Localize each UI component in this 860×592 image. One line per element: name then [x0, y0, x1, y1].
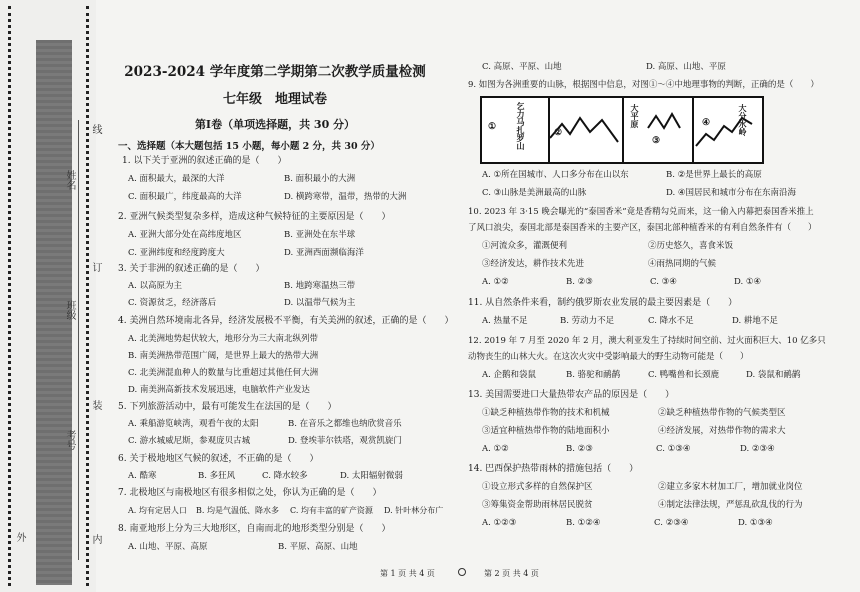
q14-option-a: A. ①②③ — [482, 518, 517, 528]
map-panel-2 — [548, 98, 624, 162]
q10-item-4: ④雨热同期的气候 — [648, 259, 717, 269]
q11-option-c: C. 降水不足 — [648, 316, 694, 326]
field-line — [78, 120, 79, 560]
q13-item-3: ③适宜种植热带作物的陆地面积小 — [482, 426, 610, 436]
map-panel-3 — [622, 98, 694, 162]
binding-strip — [0, 0, 101, 592]
question-2: 2. 亚洲气候类型复杂多样，造成这种气候特征的主要原因是（ ） — [118, 212, 391, 222]
map-label-3: ③ — [652, 136, 661, 146]
q13-option-b: B. ②③ — [566, 444, 593, 454]
question-9: 9. 如图为各洲重要的山脉，根据图中信息，对图①～④中地理事物的判断，正确的是（ ） — [468, 80, 819, 90]
q2-option-a: A. 亚洲大部分处在高纬度地区 — [128, 230, 242, 240]
field-name-label: 姓名 — [64, 170, 75, 190]
part-title: 第Ⅰ卷（单项选择题，共 30 分） — [194, 118, 356, 131]
q7-option-c: C. 均有丰富的矿产资源 — [290, 506, 373, 515]
q3-option-a: A. 以高原为主 — [128, 281, 183, 291]
map-label-kilimanjaro: 乞力马扎罗山 — [516, 102, 526, 150]
q8-option-a: A. 山地、平原、高原 — [128, 542, 208, 552]
map-label-great-plains: 大平原 — [630, 104, 640, 128]
map-panel-1 — [482, 98, 550, 162]
right-page-footer: 第 2 页 共 4 页 — [484, 569, 539, 578]
q1-option-a: A. 面积最大，最深的大洋 — [128, 174, 225, 184]
q11-option-b: B. 劳动力不足 — [560, 316, 615, 326]
map-label-2: ② — [554, 128, 563, 138]
binding-label-bind: 装 — [90, 400, 101, 410]
q4-option-a: A. 北美洲地势起伏较大，地形分为三大南北纵列带 — [128, 334, 319, 344]
q2-option-c: C. 亚洲纬度和经度跨度大 — [128, 248, 225, 258]
q4-option-c: C. 北美洲混血种人的数量与比重超过其他任何大洲 — [128, 368, 319, 378]
binding-label-outer: 外 — [14, 532, 25, 542]
question-11: 11. 从自然条件来看，制约俄罗斯农业发展的最主要因素是（ ） — [468, 298, 738, 308]
q3-option-b: B. 地跨寒温热三带 — [284, 281, 356, 291]
q13-item-1: ①缺乏种植热带作物的技术和机械 — [482, 408, 610, 418]
q14-item-3: ③筹集资金帮助雨林居民脱贫 — [482, 500, 593, 510]
q1-option-d: D. 横跨寒带，温带，热带的大洲 — [284, 192, 407, 202]
map-label-great-dividing-range: 大分水岭 — [738, 104, 748, 136]
q6-option-a: A. 酷寒 — [128, 471, 157, 481]
q10-item-2: ②历史悠久，喜食米饭 — [648, 241, 734, 251]
q8-option-d: D. 高原、山地、平原 — [646, 62, 726, 72]
question-5: 5. 下列旅游活动中，最有可能发生在法国的是（ ） — [118, 402, 337, 412]
q7-option-a: A. 均有定居人口 — [128, 506, 187, 515]
q9-option-b: B. ②是世界上最长的高原 — [666, 170, 762, 180]
q3-option-c: C. 资源贫乏，经济落后 — [128, 298, 217, 308]
q14-item-4: ④制定法律法规，严惩乱砍乱伐的行为 — [658, 500, 803, 510]
q12-option-b: B. 骆驼和鸸鹋 — [566, 370, 621, 380]
question-12-cont: 动物丧生的山林大火。在这次火灾中受影响最大的野生动物可能是（ ） — [468, 352, 749, 362]
q7-option-b: B. 均是气温低、降水多 — [196, 506, 279, 515]
q9-option-a: A. ①所在国城市、人口多分布在山以东 — [482, 170, 629, 180]
q5-option-b: B. 在音乐之都维也纳欣赏音乐 — [288, 419, 402, 429]
q14-item-2: ②建立多家木材加工厂，增加就业岗位 — [658, 482, 803, 492]
q8-option-c: C. 高原、平原、山地 — [482, 62, 562, 72]
q9-option-c: C. ③山脉是美洲最高的山脉 — [482, 188, 587, 198]
q10-item-1: ①河流众多，灌溉便利 — [482, 241, 568, 251]
q12-option-c: C. 鸭嘴兽和长颈鹿 — [648, 370, 720, 380]
q11-option-a: A. 热量不足 — [482, 316, 528, 326]
question-3: 3. 关于非洲的叙述正确的是（ ） — [118, 264, 265, 274]
binding-label-order: 订 — [90, 262, 101, 272]
question-12: 12. 2019 年 7 月至 2020 年 2 月，澳大利亚发生了持续时间空前、过火面积巨大、10 亿多只 — [468, 336, 826, 346]
q14-option-c: C. ②③④ — [654, 518, 689, 528]
map-label-1: ① — [488, 122, 497, 132]
q14-option-b: B. ①②④ — [566, 518, 601, 528]
q6-option-c: C. 降水较多 — [262, 471, 308, 481]
q5-option-c: C. 游水城威尼斯，参观庞贝古城 — [128, 436, 251, 446]
q2-option-d: D. 亚洲西面濒临海洋 — [284, 248, 364, 258]
map-label-4: ④ — [702, 118, 711, 128]
q8-option-b: B. 平原、高原、山地 — [278, 542, 358, 552]
q6-option-b: B. 多狂风 — [198, 471, 236, 481]
q7-option-d: D. 针叶林分布广 — [384, 506, 444, 515]
question-8: 8. 南亚地形上分为三大地形区，自南而北的地形类型分别是（ ） — [118, 524, 391, 534]
question-14: 14. 巴西保护热带雨林的措施包括（ ） — [468, 464, 639, 474]
section-header: 一、选择题（本大题包括 15 小题，每小题 2 分，共 30 分） — [118, 141, 380, 152]
field-id-label: 考号 — [64, 430, 75, 450]
q12-option-d: D. 袋鼠和鸸鹋 — [746, 370, 801, 380]
q1-option-b: B. 面积最小的大洲 — [284, 174, 356, 184]
q6-option-d: D. 太阳辐射微弱 — [340, 471, 403, 481]
question-6: 6. 关于极地地区气候的叙述，不正确的是（ ） — [118, 454, 319, 464]
question-4: 4. 美洲自然环境南北各异，经济发展极不平衡，有关美洲的叙述，正确的是（ ） — [118, 316, 454, 326]
exam-subtitle: 七年级 地理试卷 — [222, 92, 327, 107]
q13-item-4: ④经济发展，对热带作物的需求大 — [658, 426, 786, 436]
q14-item-1: ①设立形式多样的自然保护区 — [482, 482, 593, 492]
mountain-peaks-icon — [622, 98, 692, 162]
q13-option-c: C. ①③④ — [656, 444, 691, 454]
q5-option-d: D. 登埃菲尔铁塔，观赏凯旋门 — [288, 436, 402, 446]
q12-option-a: A. 企鹅和袋鼠 — [482, 370, 537, 380]
q13-option-a: A. ①② — [482, 444, 509, 454]
left-page-footer: 第 1 页 共 4 页 — [380, 569, 435, 578]
question-10: 10. 2023 年 3·15 晚会曝光的“泰国香米”竟是香精勾兑而来，这一偷入内幕把泰国香米推上 — [468, 207, 814, 217]
q9-option-d: D. ④国居民和城市分布在东南沿海 — [666, 188, 797, 198]
q10-option-c: C. ③④ — [650, 277, 677, 287]
q1-option-c: C. 面积最广，纬度最高的大洋 — [128, 192, 242, 202]
question-13: 13. 美国需要进口大量热带农产品的原因是（ ） — [468, 390, 675, 400]
q10-option-a: A. ①② — [482, 277, 509, 287]
binding-label-line: 线 — [90, 124, 101, 134]
q5-option-a: A. 乘船游览峡湾，观看午夜的太阳 — [128, 419, 259, 429]
map-panel-4 — [692, 98, 758, 162]
q3-option-d: D. 以温带气候为主 — [284, 298, 356, 308]
question-7: 7. 北极地区与南极地区有很多相似之处，你认为正确的是（ ） — [118, 488, 382, 498]
binding-label-inner: 内 — [90, 534, 101, 544]
center-hole — [458, 568, 466, 576]
q4-option-d: D. 南美洲高新技术发展迅速，电脑软件产业发达 — [128, 385, 310, 395]
question-1: 1. 以下关于亚洲的叙述正确的是（ ） — [122, 156, 287, 166]
dotted-line-inner — [86, 6, 89, 586]
q10-option-b: B. ②③ — [566, 277, 593, 287]
q10-item-3: ③经济发达，耕作技术先进 — [482, 259, 585, 269]
mountain-map-figure — [480, 96, 764, 164]
exam-title: 2023-2024 学年度第二学期第二次教学质量检测 — [124, 64, 426, 80]
q11-option-d: D. 耕地不足 — [732, 316, 778, 326]
q10-option-d: D. ①④ — [734, 277, 762, 287]
q13-option-d: D. ②③④ — [740, 444, 775, 454]
question-10-cont: 了风口浪尖，泰国北部是泰国香米的主要产区，泰国北部种植香米的有利自然条件有（ ） — [468, 223, 817, 233]
q4-option-b: B. 南美洲热带范围广阔，是世界上最大的热带大洲 — [128, 351, 319, 361]
q14-option-d: D. ①③④ — [738, 518, 773, 528]
q13-item-2: ②缺乏种植热带作物的气候类型区 — [658, 408, 786, 418]
dotted-line-outer — [8, 6, 11, 586]
q2-option-b: B. 亚洲处在东半球 — [284, 230, 356, 240]
field-class-label: 班级 — [64, 300, 75, 320]
